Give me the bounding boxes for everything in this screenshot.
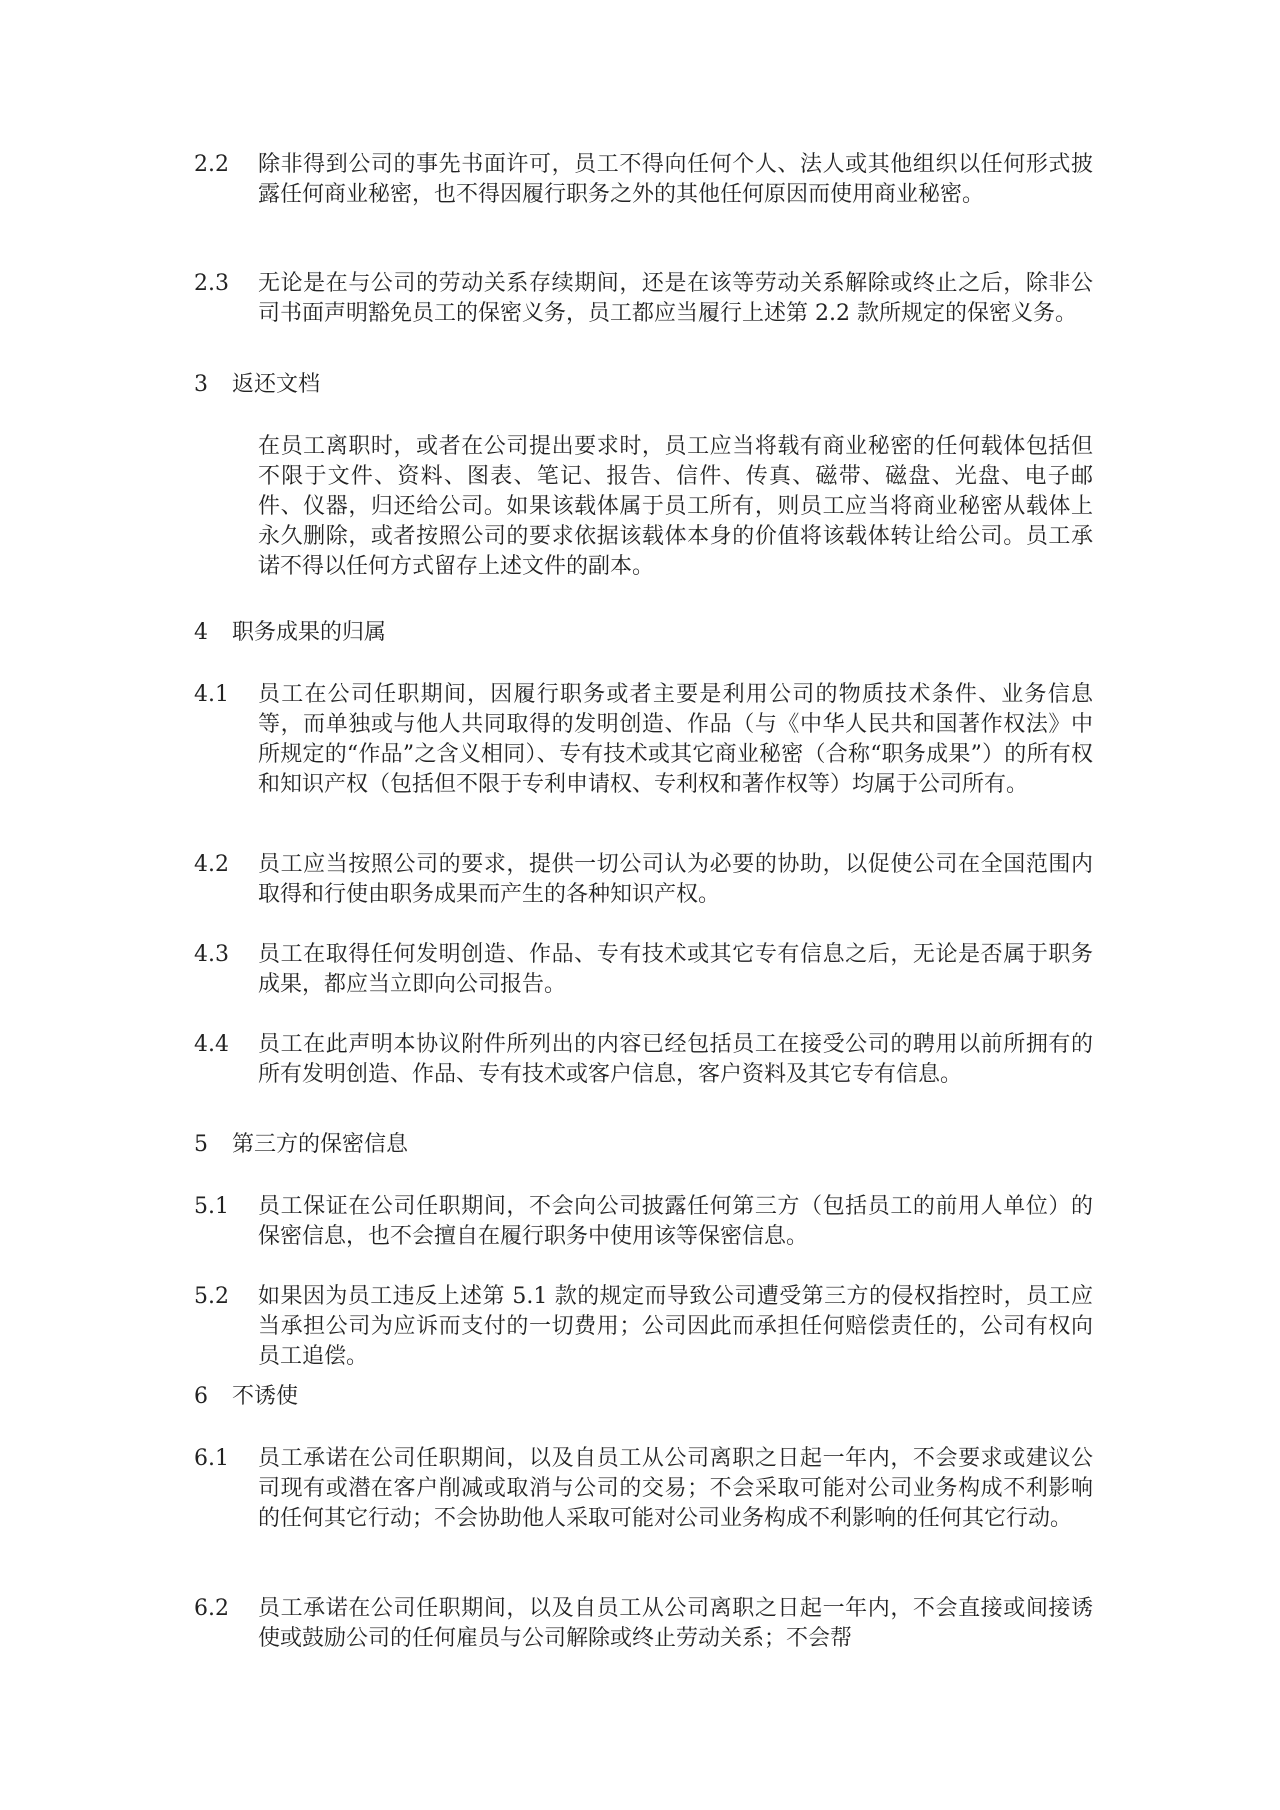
clause-text: 员工应当按照公司的要求，提供一切公司认为必要的协助，以促使公司在全国范围内取得和行使由职务成果而产生的各种知识产权。: [258, 852, 1093, 907]
clause-4-4: [194, 1030, 1094, 1090]
section-body-text: 在员工离职时，或者在公司提出要求时，员工应当将载有商业秘密的任何载体包括但不限于文件、资料、图表、笔记、报告、信件、传真、磁带、磁盘、光盘、电子邮件、仪器，归还给公司。如果该载体属于员工所有，则员工应当将商业秘密从载体上永久删除，或者按照公司的要求依据该载体本身的价值将该载体转让给公司。员工承诺不得以任何方式留存上述文件的副本。: [258, 434, 1093, 579]
clause-4-1: [194, 680, 1094, 800]
section-number: 5: [194, 1132, 208, 1157]
section-title: 返还文档: [232, 372, 321, 397]
clause-number: 4.1: [194, 682, 229, 707]
clause-number: 5.2: [194, 1284, 229, 1309]
clause-6-2: [194, 1594, 1094, 1654]
section-title: 不诱使: [232, 1384, 299, 1409]
clause-number: 4.4: [194, 1032, 229, 1057]
clause-4-3: [194, 940, 1094, 1000]
clause-number: 2.2: [194, 152, 229, 177]
clause-text: 如果因为员工违反上述第 5.1 款的规定而导致公司遭受第三方的侵权指控时，员工应当承担公司为应诉而支付的一切费用；公司因此而承担任何赔偿责任的，公司有权向员工追偿。: [258, 1284, 1093, 1369]
section-3-body: [194, 432, 1094, 582]
clause-2-2: [194, 150, 1094, 210]
clause-number: 4.2: [194, 852, 229, 877]
section-heading-4: [194, 618, 386, 648]
clause-number: 6.1: [194, 1446, 229, 1471]
clause-text: 员工承诺在公司任职期间，以及自员工从公司离职之日起一年内，不会直接或间接诱使或鼓励公司的任何雇员与公司解除或终止劳动关系；不会帮: [258, 1596, 1093, 1651]
clause-5-1: [194, 1192, 1094, 1252]
clause-number: 4.3: [194, 942, 229, 967]
section-title: 第三方的保密信息: [232, 1132, 409, 1157]
clause-2-3: [194, 269, 1094, 329]
section-number: 4: [194, 620, 208, 645]
clause-6-1: [194, 1444, 1094, 1534]
section-heading-5: [194, 1130, 408, 1160]
section-title: 职务成果的归属: [232, 620, 387, 645]
clause-number: 5.1: [194, 1194, 229, 1219]
section-number: 3: [194, 372, 208, 397]
clause-text: 除非得到公司的事先书面许可，员工不得向任何个人、法人或其他组织以任何形式披露任何商业秘密，也不得因履行职务之外的其他任何原因而使用商业秘密。: [258, 152, 1093, 207]
clause-text: 员工在取得任何发明创造、作品、专有技术或其它专有信息之后，无论是否属于职务成果，都应当立即向公司报告。: [258, 942, 1093, 997]
section-heading-3: [194, 370, 320, 400]
section-heading-6: [194, 1382, 298, 1412]
clause-5-2: [194, 1282, 1094, 1372]
clause-text: 无论是在与公司的劳动关系存续期间，还是在该等劳动关系解除或终止之后，除非公司书面声明豁免员工的保密义务，员工都应当履行上述第 2.2 款所规定的保密义务。: [258, 271, 1093, 326]
clause-number: 6.2: [194, 1596, 229, 1621]
clause-text: 员工承诺在公司任职期间，以及自员工从公司离职之日起一年内，不会要求或建议公司现有或潜在客户削减或取消与公司的交易；不会采取可能对公司业务构成不利影响的任何其它行动；不会协助他人采取可能对公司业务构成不利影响的任何其它行动。: [258, 1446, 1093, 1531]
clause-text: 员工在此声明本协议附件所列出的内容已经包括员工在接受公司的聘用以前所拥有的所有发明创造、作品、专有技术或客户信息，客户资料及其它专有信息。: [258, 1032, 1093, 1087]
clause-text: 员工保证在公司任职期间，不会向公司披露任何第三方（包括员工的前用人单位）的保密信息，也不会擅自在履行职务中使用该等保密信息。: [258, 1194, 1093, 1249]
clause-number: 2.3: [194, 271, 229, 296]
clause-4-2: [194, 850, 1094, 910]
section-number: 6: [194, 1384, 208, 1409]
clause-text: 员工在公司任职期间，因履行职务或者主要是利用公司的物质技术条件、业务信息等，而单独或与他人共同取得的发明创造、作品（与《中华人民共和国著作权法》中所规定的“作品”之含义相同）、专有技术或其它商业秘密（合称“职务成果”）的所有权和知识产权（包括但不限于专利申请权、专利权和著作权等）均属于公司所有。: [258, 682, 1093, 797]
